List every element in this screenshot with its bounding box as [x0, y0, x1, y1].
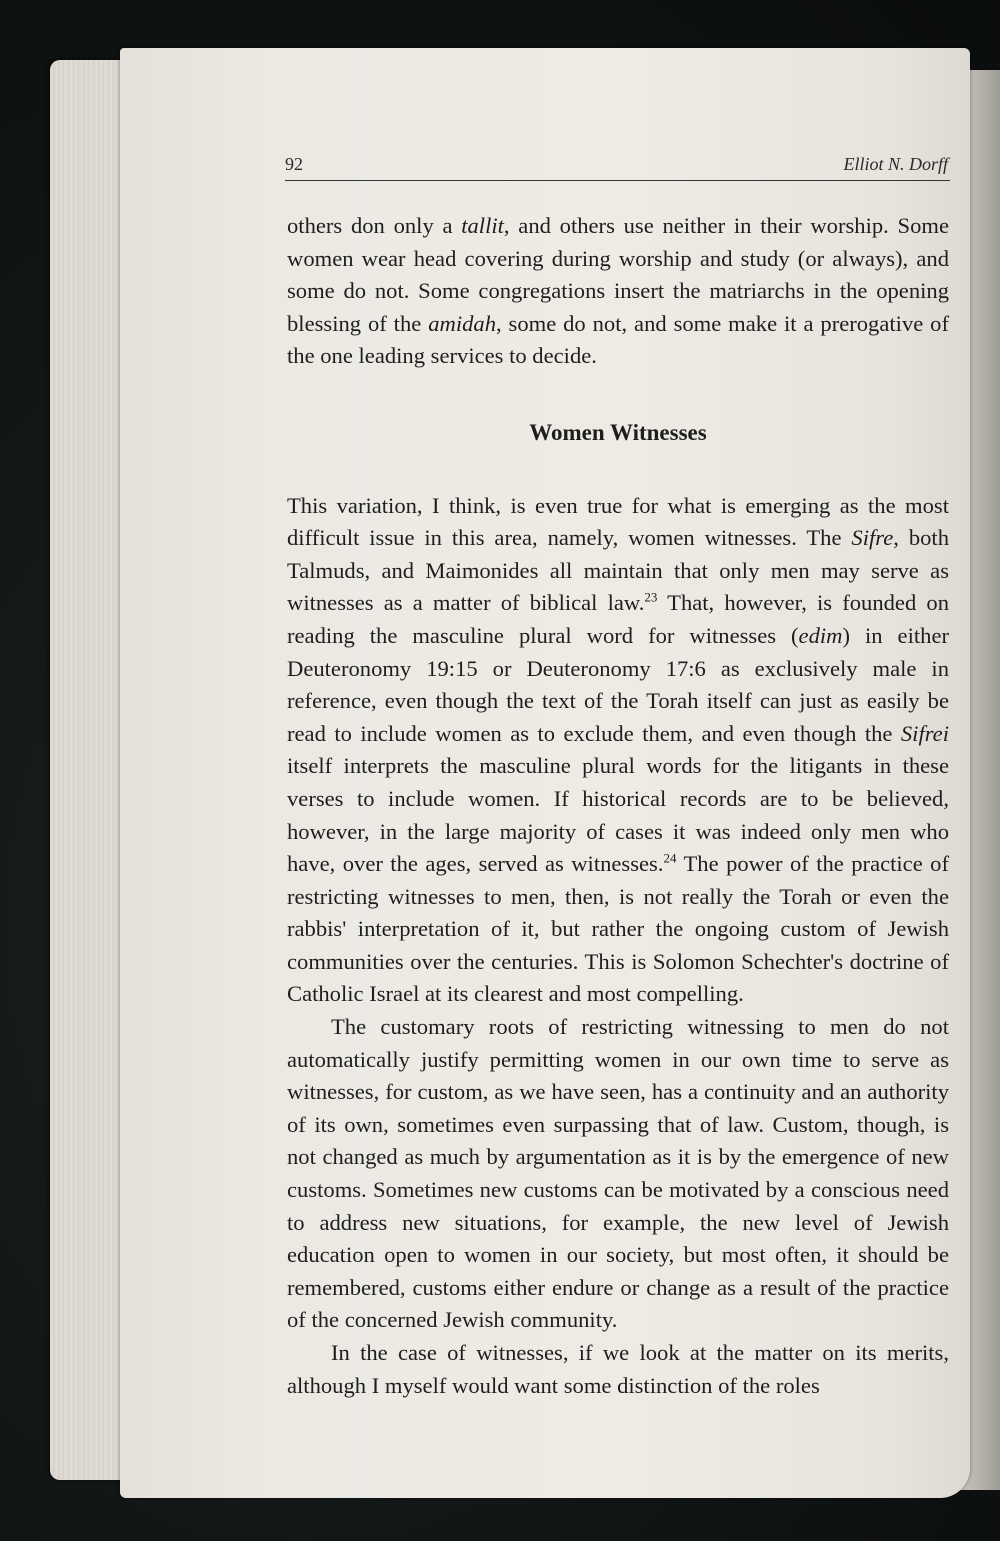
text-run: others don only a [287, 213, 462, 238]
italic-term: edim [798, 622, 843, 648]
text-run: , some do not, and some make it a prerogative of the one leading services to decide. [287, 310, 949, 369]
paragraph [287, 210, 949, 373]
text-run: , and others use neither in their worship. Some women wear head covering during worship and study (or always), and some do not. Some congregations insert the matriarchs in the opening blessing of the [287, 213, 949, 336]
text-run: ) in either Deuteronomy 19:15 or Deuteronomy 17:6 as exclusively male in reference, even though the text of the Torah itself can just as easily be read to include women as to exclude them, and even though the [287, 622, 949, 746]
text-run: itself interprets the masculine plural words for the litigants in these verses to include women. If historical records are to be believed, however, in the large majority of cases it was indeed only men who have, over the ages, served as witnesses. [287, 753, 949, 877]
running-author: Elliot N. Dorff [843, 154, 948, 174]
page-number: 92 [285, 154, 303, 174]
italic-term: tallit [461, 213, 504, 238]
text-run: This variation, I think, is even true for what is emerging as the most difficult issue in this area, namely, women witnesses. The [287, 492, 949, 551]
footnote-marker: 24 [663, 850, 677, 866]
italic-term: Sifre [851, 525, 894, 551]
text-run: The power of the practice of restricting witnesses to men, then, is not really the Torah or even the rabbis' interpretation of it, but rather the ongoing custom of Jewish communities over the centuries. This is Solomon Schechter's doctrine of Catholic Israel at its clearest and most compelling. [287, 851, 949, 1007]
footnote-marker: 23 [644, 589, 658, 605]
section-heading: Women Witnesses [529, 419, 707, 445]
paragraph [287, 1337, 949, 1402]
text-run: In the case of witnesses, if we look at the matter on its merits, although I myself would want some distinction of the roles [287, 1340, 949, 1398]
running-head [285, 150, 950, 181]
italic-term: Sifrei [900, 720, 949, 746]
paragraph [287, 1011, 949, 1337]
text-run: The customary roots of restricting witnessing to men do not automatically justify permitting women in our own time to serve as witnesses, for custom, as we have seen, has a continuity and an authority of its own, sometimes even surpassing that of law. Custom, though, is not changed as much by argumentation as it is by the emergence of new customs. Sometimes new customs can be motivated by a conscious need to address new situations, for example, the new level of Jewish education open to women in our society, but most often, it should be remembered, customs either endure or change as a result of the practice of the concerned Jewish community. [287, 1014, 949, 1333]
text-run: , both Talmuds, and Maimonides all maintain that only men may serve as witnesses as a matter of biblical law. [287, 525, 949, 616]
text-run: That, however, is founded on reading the masculine plural word for witnesses ( [287, 590, 949, 648]
body-text [287, 210, 949, 1402]
italic-term: amidah [428, 310, 496, 336]
paragraph [287, 490, 949, 1012]
